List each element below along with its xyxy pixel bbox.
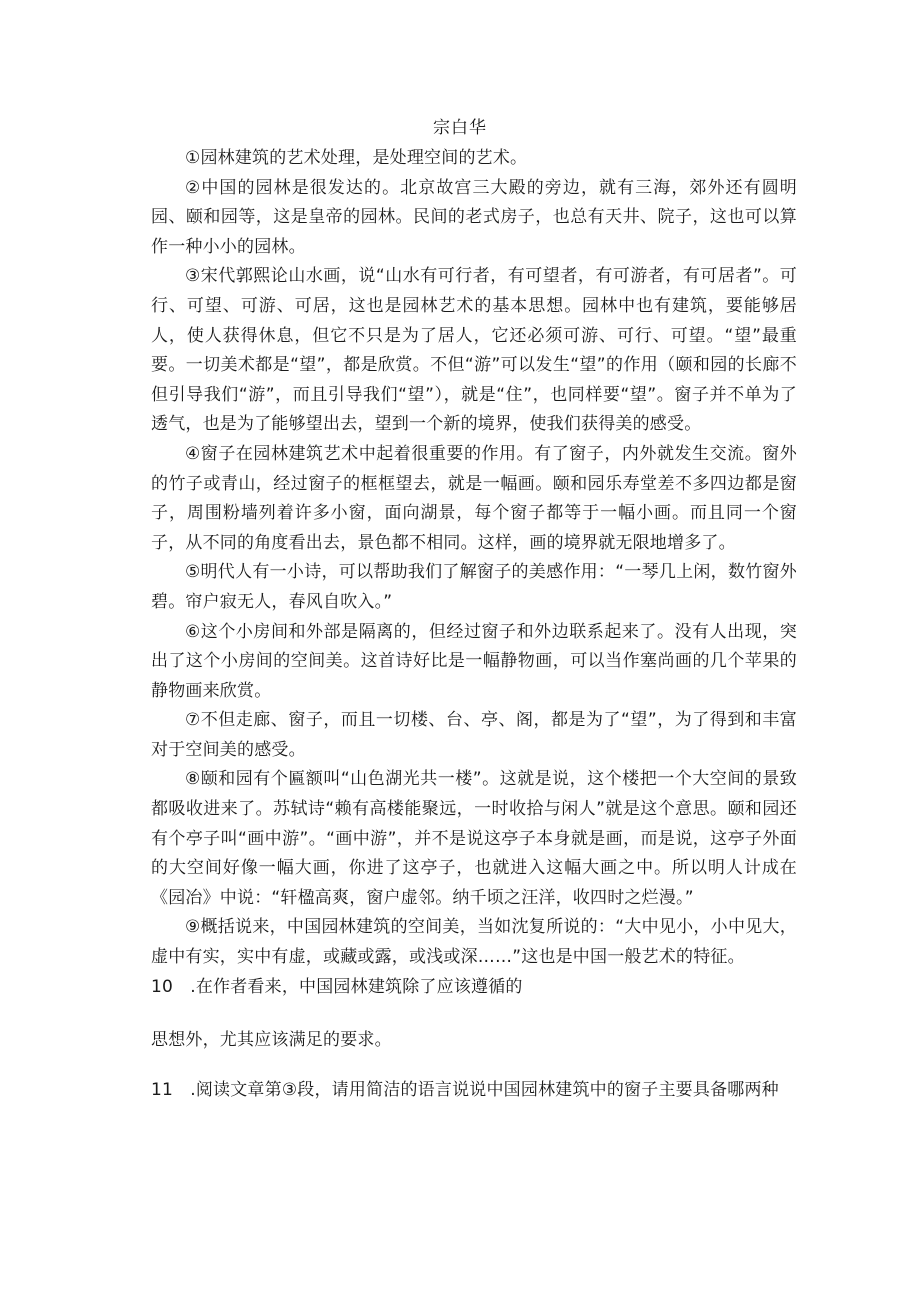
question-10-line-1: 10 .在作者看来，中国园林建筑除了应该遵循的 [151,976,523,997]
paragraph-6: ⑥这个小房间和外部是隔离的，但经过窗子和外边联系起来了。没有人出现，突出了这个小房间的空间美。这首诗好比是一幅静物画，可以当作塞尚画的几个苹果的静物画来欣赏。 [151,621,797,701]
author-name: 宗白华 [433,118,487,138]
answer-blank-gap [151,1002,797,1026]
paragraph-3: ③宋代郭熙论山水画，说“山水有可行者，有可望者，有可游者，有可居者”。可行、可望、可游、可居，这也是园林艺术的基本思想。园林中也有建筑，要能够居人，使人获得休息，但它不只是为了居人，它还必须可游、可行、可望。“望”最重要。一切美术都是“望”，都是欣赏。不但“游”可以发生“望”的作用（颐和园的长廊不但引导我们“游”，而且引导我们“望”），就是“住”，也同样要“望”。窗子并不单为了透气，也是为了能够望出去，望到一个新的境界，使我们获得美的感受。 [151,266,797,435]
paragraph-5: ⑤明代人有一小诗，可以帮助我们了解窗子的美感作用：“一琴几上闲，数竹窗外碧。帘户寂无人，春风自吹入。” [151,562,797,612]
paragraph-8: ⑧颐和园有个匾额叫“山色湖光共一楼”。这就是说，这个楼把一个大空间的景致都吸收进来了。苏轼诗“赖有高楼能聚远，一时收拾与闲人”就是这个意思。颐和园还有个亭子叫“画中游”。“画中游”，并不是说这亭子本身就是画，而是说，这亭子外面的大空间好像一幅大画，你进了这亭子，也就进入这幅大画之中。所以明人计成在《园冶》中说：“轩楹高爽，窗户虚邻。纳千顷之汪洋，收四时之烂漫。” [151,769,797,908]
paragraph-4: ④窗子在园林建筑艺术中起着很重要的作用。有了窗子，内外就发生交流。窗外的竹子或青山，经过窗子的框框望去，就是一幅画。颐和园乐寿堂差不多四边都是窗子，周围粉墙列着许多小窗，面向湖景，每个窗子都等于一幅小画。而且同一个窗子，从不同的角度看出去，景色都不相同。这样，画的境界就无限地增多了。 [151,443,797,553]
question-separator [151,1056,797,1076]
article-body [151,144,797,1105]
paragraph-1: ①园林建筑的艺术处理，是处理空间的艺术。 [185,148,528,168]
question-10-line-2: 思想外，尤其应该满足的要求。 [151,1030,392,1051]
question-11-line-1: 11 .阅读文章第③段，请用简洁的语言说说中国园林建筑中的窗子主要具备哪两种 [151,1079,779,1100]
paragraph-9: ⑨概括说来，中国园林建筑的空间美，当如沈复所说的：“大中见小，小中见大，虚中有实，实中有虚，或藏或露，或浅或深……”这也是中国一般艺术的特征。 [151,917,797,968]
paragraph-2: ②中国的园林是很发达的。北京故宫三大殿的旁边，就有三海，郊外还有圆明园、颐和园等，这是皇帝的园林。民间的老式房子，也总有天井、院子，这也可以算作一种小小的园林。 [151,177,797,257]
paragraph-7: ⑦不但走廊、窗子，而且一切楼、台、亭、阁，都是为了“望”，为了得到和丰富对于空间美的感受。 [151,710,797,760]
